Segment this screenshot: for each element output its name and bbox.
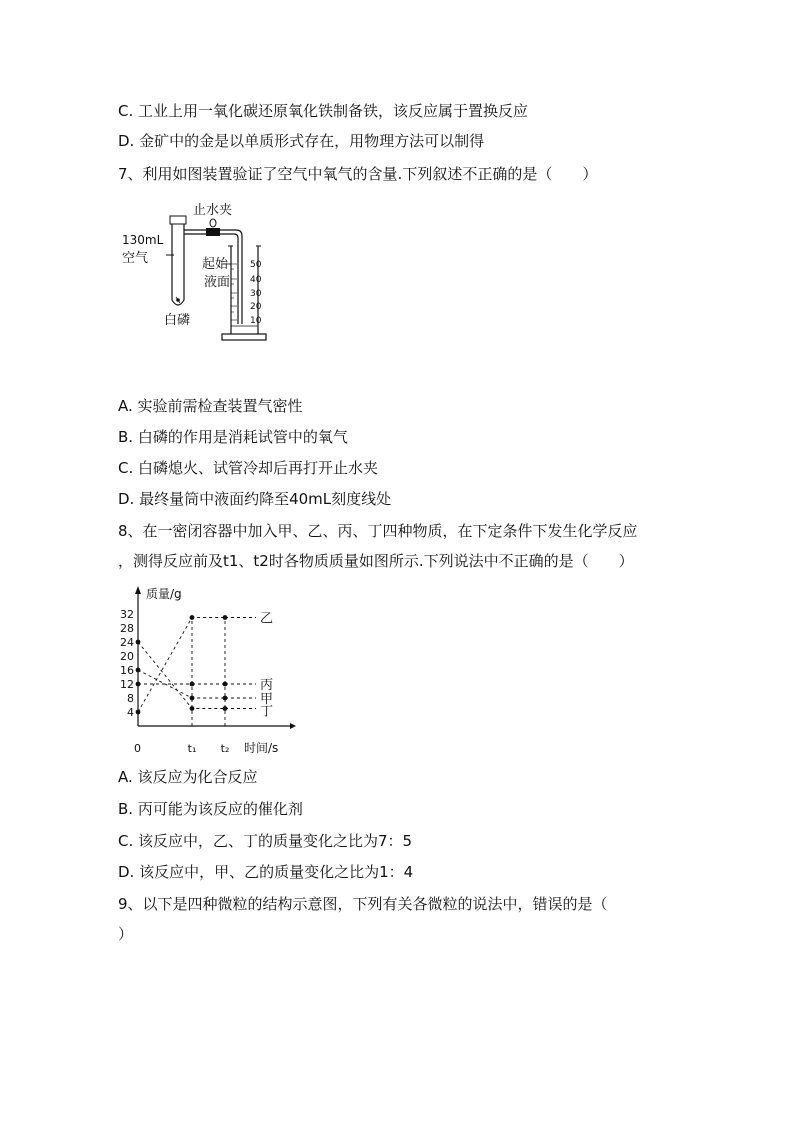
y-axis-arrow: [135, 586, 141, 594]
series-label-3: 丁: [260, 704, 274, 720]
series-1-point-0: [136, 682, 141, 687]
series-3-point-0: [136, 640, 141, 645]
option-d-prev: D. 金矿中的金是以单质形式存在，用物理方法可以制得: [118, 132, 485, 150]
air-label: 空气: [122, 251, 149, 266]
question-9-line1: 9、以下是四种微粒的结构示意图，下列有关各微粒的说法中，错误的是（: [118, 895, 608, 913]
question-9-line2: ）: [118, 925, 134, 943]
series-0-point-2: [223, 615, 228, 620]
mass-time-chart: [118, 580, 308, 760]
x-axis-label: 时间/s: [244, 741, 279, 755]
series-2-point-1: [190, 696, 195, 701]
y-tick-28: 28: [120, 622, 134, 635]
x-axis-arrow: [290, 723, 296, 729]
y-tick-4: 4: [127, 706, 134, 719]
volume-label: 130mL: [122, 233, 164, 247]
series-label-0: 乙: [260, 611, 274, 627]
y-tick-32: 32: [120, 608, 134, 621]
series-2-point-2: [223, 696, 228, 701]
q7-option-d: D. 最终量筒中液面约降至40mL刻度线处: [118, 490, 392, 508]
y-tick-16: 16: [120, 664, 134, 677]
y-tick-24: 24: [120, 636, 134, 649]
series-3-point-2: [223, 706, 228, 711]
x-tick-1: t₁: [187, 742, 197, 755]
series-label-2: 甲: [260, 692, 274, 707]
scale-30: 30: [250, 289, 262, 299]
clamp-label: 止水夹: [193, 203, 233, 218]
scale-40: 40: [250, 275, 262, 285]
series-2-point-0: [136, 668, 141, 673]
series-1-point-1: [190, 682, 195, 687]
q8-option-c: C. 该反应中，乙、丁的质量变化之比为7：5: [118, 832, 413, 850]
series-line-3: [138, 642, 225, 709]
series-3-point-1: [190, 706, 195, 711]
y-tick-20: 20: [120, 650, 134, 663]
series-0-point-0: [136, 710, 141, 715]
question-7: 7、利用如图装置验证了空气中氧气的含量.下列叙述不正确的是（ ）: [118, 165, 598, 183]
q8-option-b: B. 丙可能为该反应的催化剂: [118, 800, 303, 818]
series-label-1: 丙: [260, 678, 274, 693]
q7-option-c: C. 白磷熄火、试管冷却后再打开止水夹: [118, 459, 379, 477]
scale-50: 50: [250, 260, 262, 270]
x-tick-2: t₂: [220, 742, 230, 755]
question-8-line2: ，测得反应前及t1、t2时各物质质量如图所示.下列说法中不正确的是（ ）: [118, 552, 634, 570]
question-8-line1: 8、在一密闭容器中加入甲、乙、丙、丁四种物质，在下定条件下发生化学反应: [118, 522, 638, 540]
y-axis-label: 质量/g: [146, 587, 182, 601]
start-label-2: 液面: [204, 275, 231, 290]
series-1-point-2: [223, 682, 228, 687]
scale-20: 20: [250, 302, 262, 312]
q8-option-d: D. 该反应中，甲、乙的质量变化之比为1：4: [118, 863, 414, 881]
option-c-prev: C. 工业上用一氧化碳还原氧化铁制备铁，该反应属于置换反应: [118, 102, 529, 120]
origin-label: 0: [134, 742, 141, 755]
start-label-1: 起始: [202, 257, 229, 272]
series-0-point-1: [190, 615, 195, 620]
q8-option-a: A. 该反应为化合反应: [118, 768, 258, 786]
y-tick-8: 8: [127, 692, 134, 705]
q7-option-b: B. 白磷的作用是消耗试管中的氧气: [118, 428, 348, 446]
scale-10: 10: [250, 316, 262, 326]
q7-option-a: A. 实验前需检查装置气密性: [118, 397, 303, 415]
apparatus-figure: [118, 196, 288, 356]
phosphorus-label: 白磷: [164, 313, 191, 328]
y-tick-12: 12: [120, 678, 134, 691]
